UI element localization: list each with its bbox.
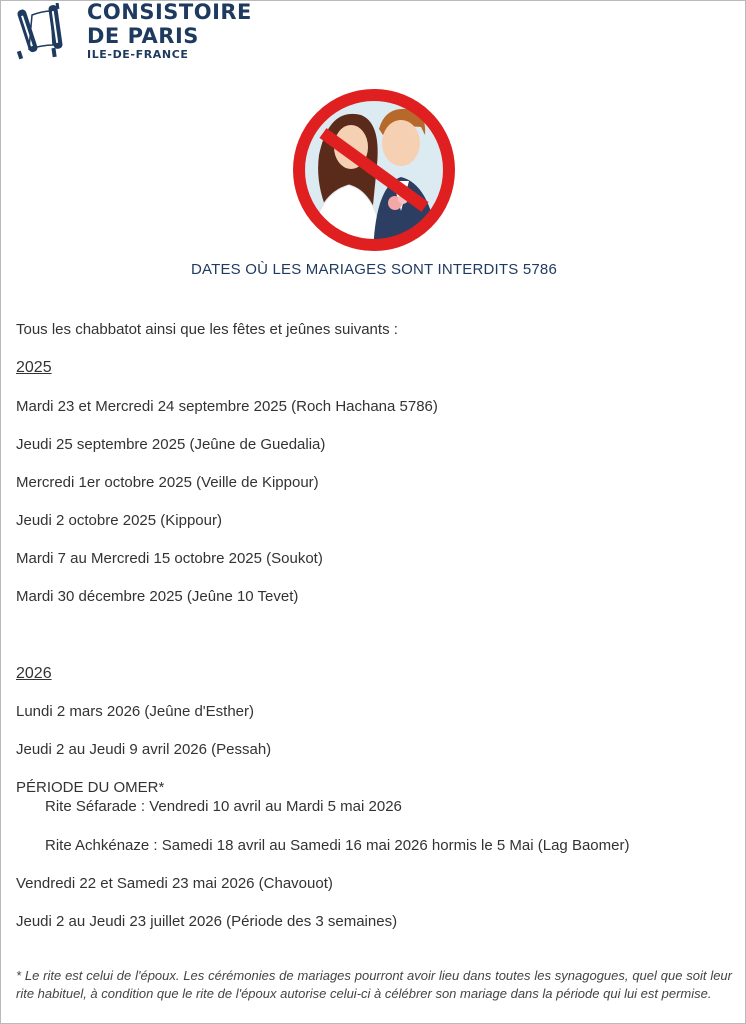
date-item: Vendredi 22 et Samedi 23 mai 2026 (Chavouot) <box>16 875 333 892</box>
omer-achkenaze: Rite Achkénaze : Samedi 18 avril au Samedi 16 mai 2026 hormis le 5 Mai (Lag Baomer) <box>45 837 630 854</box>
footnote: * Le rite est celui de l'époux. Les cérémonies de mariages pourront avoir lieu dans toutes les synagogues, quel que soit leur rite habituel, à condition que le rite de l'époux autorise celui-ci à célébrer son mariage dans la période qui lui est permise. <box>16 968 732 1001</box>
date-item: Jeudi 2 au Jeudi 23 juillet 2026 (Période des 3 semaines) <box>16 913 398 930</box>
date-item: Mardi 7 au Mercredi 15 octobre 2025 (Soukot) <box>16 550 323 567</box>
date-item: Lundi 2 mars 2026 (Jeûne d'Esther) <box>16 703 255 720</box>
logo-title-line1: CONSISTOIRE <box>87 0 252 24</box>
year-heading-2025: 2025 <box>16 359 52 376</box>
date-item: Mardi 23 et Mercredi 24 septembre 2025 (Roch Hachana 5786) <box>16 398 438 415</box>
consistoire-logo <box>15 0 252 65</box>
no-wedding-prohibition-icon <box>289 85 459 255</box>
date-item: Mercredi 1er octobre 2025 (Veille de Kippour) <box>16 474 319 491</box>
omer-sefarade: Rite Séfarade : Vendredi 10 avril au Mardi 5 mai 2026 <box>45 798 402 815</box>
logo-subtitle: ILE-DE-FRANCE <box>87 48 189 61</box>
year-heading-2026: 2026 <box>16 665 52 682</box>
page-title: DATES OÙ LES MARIAGES SONT INTERDITS 5786 <box>190 261 558 278</box>
torah-scroll-icon <box>15 3 79 61</box>
omer-heading: PÉRIODE DU OMER* <box>16 779 165 796</box>
logo-title-line2: DE PARIS <box>87 24 199 48</box>
date-item: Mardi 30 décembre 2025 (Jeûne 10 Tevet) <box>16 588 299 605</box>
date-item: Jeudi 2 au Jeudi 9 avril 2026 (Pessah) <box>16 741 272 758</box>
intro-text: Tous les chabbatot ainsi que les fêtes et jeûnes suivants : <box>16 321 398 338</box>
date-item: Jeudi 25 septembre 2025 (Jeûne de Guedalia) <box>16 436 326 453</box>
date-item: Jeudi 2 octobre 2025 (Kippour) <box>16 512 222 529</box>
